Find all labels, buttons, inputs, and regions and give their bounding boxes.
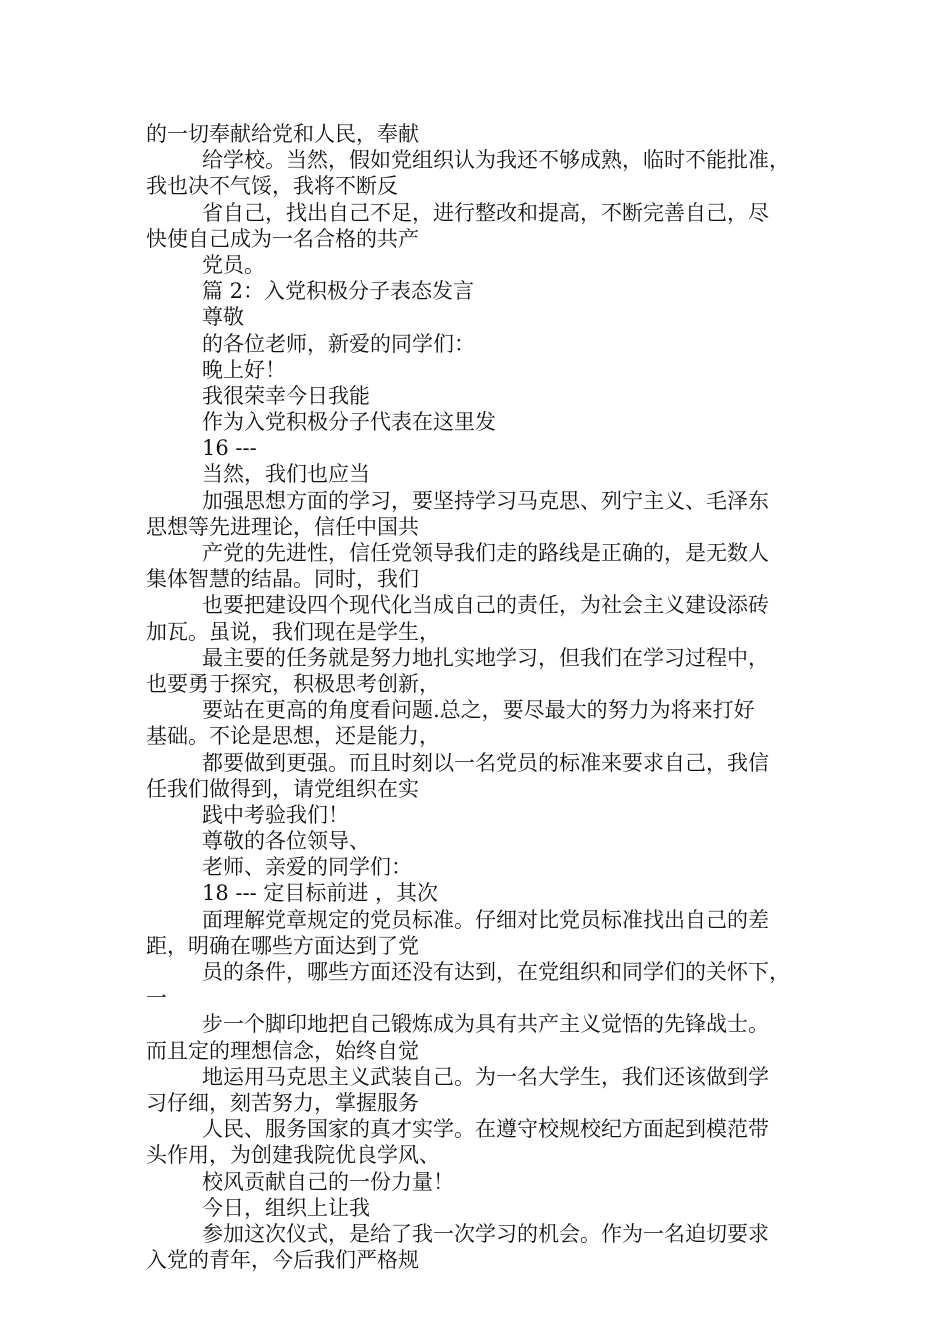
text-line: 参加这次仪式，是给了我一次学习的机会。作为一名迫切要求 [202,1221,769,1246]
text-line: 思想等先进理论，信任中国共 [146,514,419,539]
text-line: 今日，组织上让我 [202,1195,370,1220]
text-line: 步一个脚印地把自己锻炼成为具有共产主义觉悟的先锋战士。 [202,1012,769,1037]
text-line: 党员。 [202,252,265,277]
text-line: 基础。不论是思想，还是能力， [146,724,440,749]
text-line: 入党的青年，今后我们严格规 [146,1248,419,1273]
text-line: 要站在更高的角度看问题.总之，要尽最大的努力为将来打好 [202,698,755,723]
text-line: 距，明确在哪些方面达到了党 [146,933,419,958]
text-line: 18 --- 定目标前进 ，其次 [202,881,439,906]
text-line: 给学校。当然，假如党组织认为我还不够成熟，临时不能批准， [202,148,790,173]
text-line: 加瓦。虽说，我们现在是学生， [146,619,440,644]
document-body [146,121,826,1273]
text-line: 尊敬 [202,305,244,330]
text-line: 地运用马克思主义武装自己。为一名大学生，我们还该做到学 [202,1064,769,1089]
text-line: 面理解党章规定的党员标准。仔细对比党员标准找出自己的差 [202,907,769,932]
text-line: 的一切奉献给党和人民，奉献 [146,122,419,146]
text-line: 员的条件，哪些方面还没有达到，在党组织和同学们的关怀下， [202,960,790,984]
text-line: 加强思想方面的学习，要坚持学习马克思、列宁主义、毛泽东 [202,488,769,513]
text-line: 我也决不气馁，我将不断反 [146,174,398,199]
text-line: 产党的先进性，信任党领导我们走的路线是正确的，是无数人 [202,541,769,565]
text-line: 我很荣幸今日我能 [202,383,370,408]
text-line: 也要勇于探究，积极思考创新， [146,671,440,696]
text-line: 校风贡献自己的一份力量！ [202,1169,454,1194]
text-line: 老师、亲爱的同学们： [202,855,412,880]
text-line: 头作用，为创建我院优良学风、 [146,1143,440,1168]
text-line: 篇 2：入党积极分子表态发言 [202,279,475,304]
text-line: 习仔细，刻苦努力，掌握服务 [146,1090,419,1115]
text-line: 当然，我们也应当 [202,462,370,487]
text-line: 省自己，找出自己不足，进行整改和提高，不断完善自己，尽 [202,200,769,225]
text-line: 16 --- [202,436,257,461]
text-line: 任我们做得到，请党组织在实 [146,776,419,801]
text-line: 作为入党积极分子代表在这里发 [202,410,496,435]
text-line: 人民、服务国家的真才实学。在遵守校规校纪方面起到模范带 [202,1117,769,1142]
text-line: 而且定的理想信念，始终自觉 [146,1038,419,1063]
text-line: 集体智慧的结晶。同时，我们 [146,567,419,592]
text-line: 一 [146,986,167,1011]
text-line: 践中考验我们！ [202,802,349,827]
text-line: 最主要的任务就是努力地扎实地学习，但我们在学习过程中， [202,645,769,670]
text-line: 快使自己成为一名合格的共产 [146,226,419,251]
text-line: 都要做到更强。而且时刻以一名党员的标准来要求自己，我信 [202,750,769,775]
text-line: 也要把建设四个现代化当成自己的责任，为社会主义建设添砖 [202,593,769,618]
text-line: 的各位老师，新爱的同学们： [202,331,475,356]
text-line: 晚上好！ [202,357,286,382]
text-line: 尊敬的各位领导、 [202,829,370,854]
